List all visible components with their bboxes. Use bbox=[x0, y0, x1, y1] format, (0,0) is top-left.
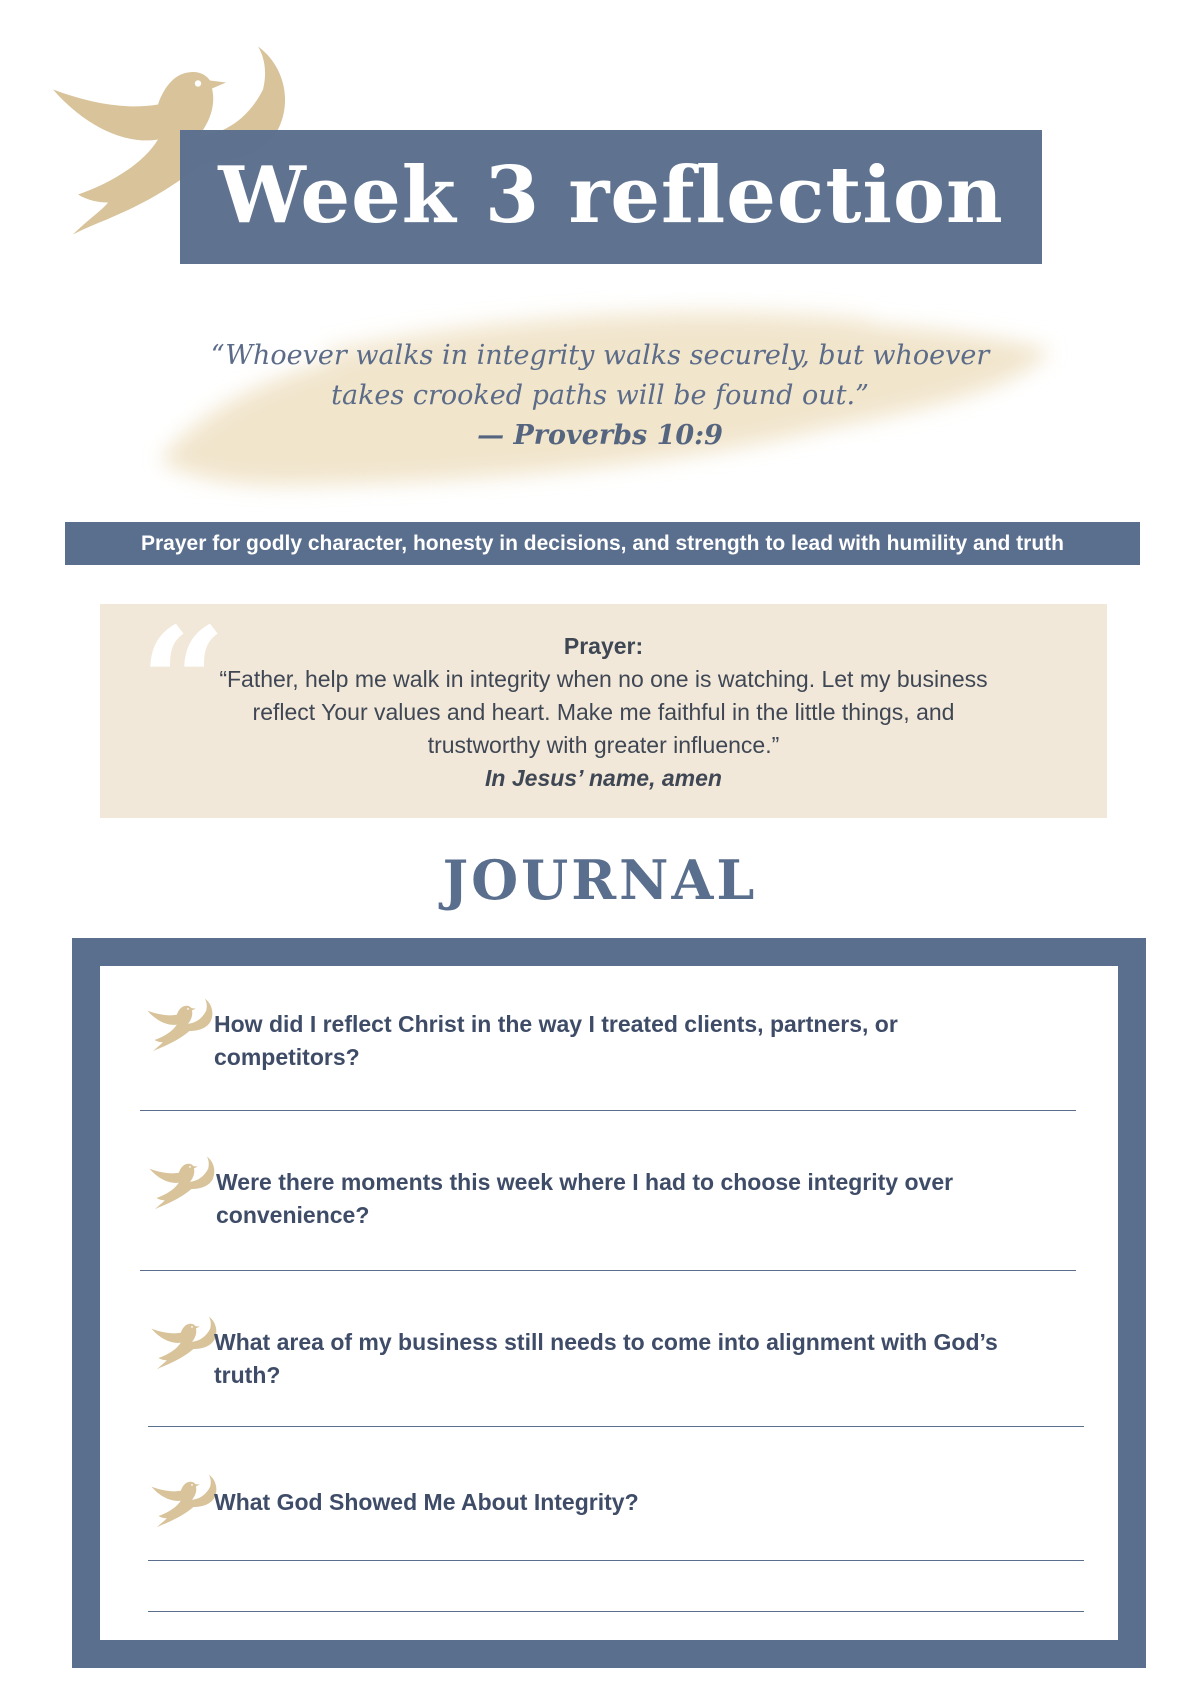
answer-line[interactable] bbox=[148, 1560, 1084, 1561]
prayer-line: reflect Your values and heart. Make me faithful in the little things, and bbox=[252, 699, 955, 725]
journal-question bbox=[214, 1326, 998, 1392]
prayer-content bbox=[150, 630, 1057, 795]
dove-icon bbox=[146, 996, 216, 1056]
prayer-closing: In Jesus’ name, amen bbox=[485, 765, 722, 791]
journal-frame bbox=[72, 938, 1146, 1668]
journal-heading: JOURNAL bbox=[442, 848, 758, 912]
title-banner bbox=[180, 130, 1042, 264]
question-line: truth? bbox=[214, 1362, 281, 1388]
scripture-quote bbox=[160, 336, 1040, 456]
prayer-topic-bar bbox=[65, 522, 1140, 565]
question-line: How did I reflect Christ in the way I treated clients, partners, or bbox=[214, 1011, 898, 1037]
dove-icon bbox=[150, 1472, 220, 1532]
journal-question bbox=[214, 1486, 639, 1519]
journal-question bbox=[216, 1166, 953, 1232]
dove-icon bbox=[150, 1314, 220, 1374]
prayer-heading: Prayer: bbox=[563, 633, 644, 659]
scripture-line: takes crooked paths will be found out.” bbox=[331, 380, 869, 411]
question-line: Were there moments this week where I had to choose integrity over bbox=[216, 1169, 954, 1195]
question-line: What area of my business still needs to come into alignment with God’s bbox=[214, 1329, 998, 1355]
answer-line[interactable] bbox=[140, 1270, 1076, 1271]
answer-line[interactable] bbox=[148, 1611, 1084, 1612]
prayer-topic-text: Prayer for godly character, honesty in decisions, and strength to lead with humility and truth bbox=[141, 531, 1064, 555]
prayer-line: “Father, help me walk in integrity when no one is watching. Let my business bbox=[219, 666, 988, 692]
scripture-line: “Whoever walks in integrity walks securely, but whoever bbox=[210, 340, 990, 371]
quote-mark-icon: “ bbox=[140, 595, 227, 771]
question-line: convenience? bbox=[216, 1202, 370, 1228]
answer-line[interactable] bbox=[148, 1426, 1084, 1427]
question-line: competitors? bbox=[214, 1044, 360, 1070]
answer-line[interactable] bbox=[140, 1110, 1076, 1111]
journal-question bbox=[214, 1008, 898, 1074]
prayer-box bbox=[100, 595, 1107, 818]
question-line: What God Showed Me About Integrity? bbox=[214, 1489, 639, 1515]
page-title: Week 3 reflection bbox=[218, 149, 1004, 241]
prayer-line: trustworthy with greater influence.” bbox=[427, 732, 780, 758]
scripture-reference: — Proverbs 10:9 bbox=[477, 420, 723, 451]
dove-icon bbox=[148, 1154, 218, 1214]
